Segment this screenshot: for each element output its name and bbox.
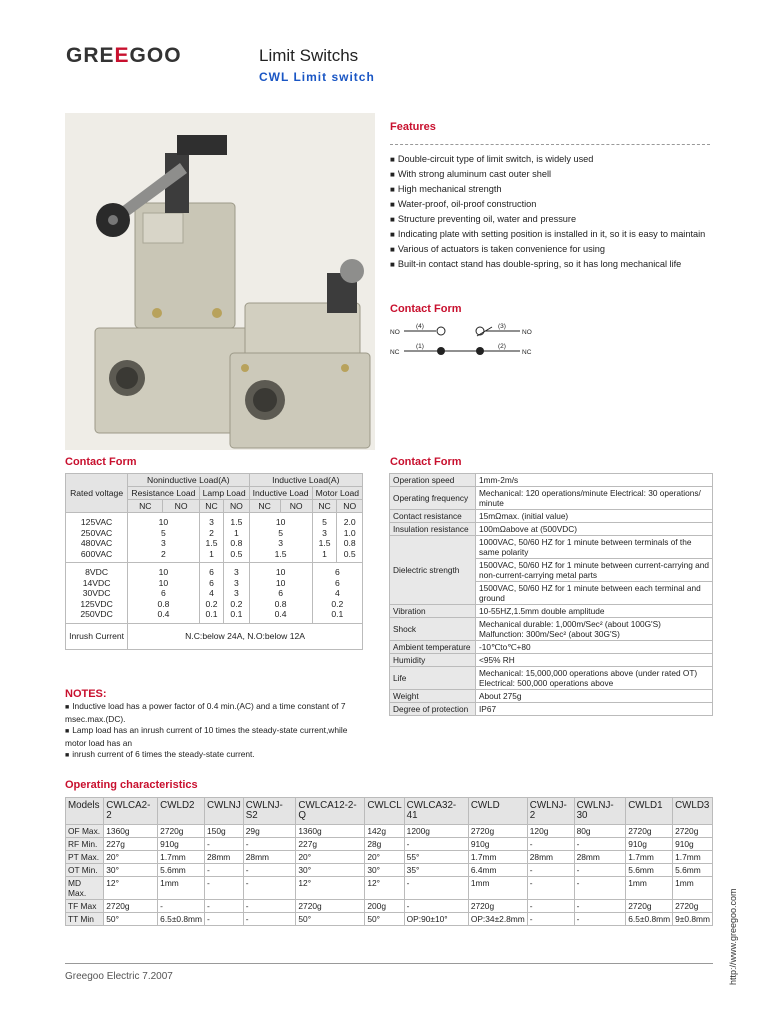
table-cell: 30°	[104, 864, 158, 877]
table-row: 250VDC 0.4 0.1 0.1 0.4 0.1	[66, 609, 363, 623]
table-row	[66, 851, 713, 864]
model-header: CWLD3	[673, 798, 713, 825]
table-cell: -	[205, 913, 244, 926]
table-cell: 910g	[626, 838, 673, 851]
table-cell: 20°	[104, 851, 158, 864]
table-cell: -	[574, 900, 626, 913]
model-header: CWLNJ-2	[527, 798, 574, 825]
table-cell: 35°	[404, 864, 468, 877]
inductive-header: Inductive Load(A)	[249, 474, 362, 487]
label-nc-right: NC	[522, 349, 532, 356]
table-cell: -	[205, 877, 244, 900]
table-cell: 227g	[296, 838, 365, 851]
feature-item: ■ Various of actuators is taken convenience for using	[390, 242, 712, 257]
table-row: 1500VAC, 50/60 HZ for 1 minute between current-carrying and non-current-carrying metal parts	[390, 559, 713, 582]
inrush-label: Inrush Current	[66, 623, 128, 649]
terminal-4: (4)	[416, 323, 424, 330]
col-header: NO	[224, 500, 249, 513]
terminal-2: (2)	[498, 343, 506, 350]
table-cell: 28mm	[574, 851, 626, 864]
sub-header: Resistance Load	[128, 487, 200, 500]
table-cell: 12°	[104, 877, 158, 900]
note-item: ■ inrush current of 6 times the steady-state current.	[65, 749, 365, 762]
spec-table	[389, 473, 713, 716]
table-cell: -	[404, 900, 468, 913]
contact-form-diagram	[390, 320, 540, 362]
table-cell: 28mm	[205, 851, 244, 864]
row-label: OT Min.	[66, 864, 104, 877]
row-label: OF Max.	[66, 825, 104, 838]
terminal-1: (1)	[416, 343, 424, 350]
operating-header-row	[66, 798, 713, 825]
row-label: PT Max.	[66, 851, 104, 864]
spec-table-title: Contact Form	[390, 456, 462, 468]
table-cell: 28mm	[527, 851, 574, 864]
table-cell: 28g	[365, 838, 404, 851]
table-row: Contact resistance 15mΩmax. (initial value)	[390, 510, 713, 523]
table-cell: 5.6mm	[626, 864, 673, 877]
table-cell: 1360g	[104, 825, 158, 838]
table-cell: -	[243, 864, 296, 877]
model-header: CWLD	[468, 798, 527, 825]
table-row: 30VDC 6 4 3 6 4	[66, 588, 363, 599]
table-row	[66, 900, 713, 913]
table-cell: 2720g	[626, 900, 673, 913]
table-cell: 6.5±0.8mm	[158, 913, 205, 926]
table-cell: 142g	[365, 825, 404, 838]
sub-header: Lamp Load	[199, 487, 249, 500]
table-cell: 2720g	[673, 900, 713, 913]
table-row: 8VDC 10 6 3 10 6	[66, 563, 363, 578]
table-cell: OP:34±2.8mm	[468, 913, 527, 926]
table-row: 480VAC 3 1.5 0.8 3 1.5 0.8	[66, 538, 363, 549]
table-row	[66, 877, 713, 900]
table-cell: 6.4mm	[468, 864, 527, 877]
brand-mark: E	[114, 44, 130, 67]
table-cell: 55°	[404, 851, 468, 864]
model-header: CWLNJ-S2	[243, 798, 296, 825]
table-cell: -	[205, 864, 244, 877]
table-cell: 1200g	[404, 825, 468, 838]
table-row	[66, 825, 713, 838]
table-cell: 1.7mm	[158, 851, 205, 864]
features-title: Features	[390, 121, 436, 133]
models-header: Models	[66, 798, 104, 825]
table-cell: 2720g	[626, 825, 673, 838]
load-table-title: Contact Form	[65, 456, 137, 468]
footer-text: Greegoo Electric 7.2007	[65, 971, 173, 982]
table-row: 600VAC 2 1 0.5 1.5 1 0.5	[66, 549, 363, 563]
model-header: CWLCA32-41	[404, 798, 468, 825]
table-cell: OP:90±10°	[404, 913, 468, 926]
table-row: Weight About 275g	[390, 690, 713, 703]
page-title: Limit Switchs	[259, 46, 359, 65]
table-cell: 5.6mm	[673, 864, 713, 877]
feature-item: ■ Structure preventing oil, water and pressure	[390, 212, 712, 227]
table-row: Insulation resistance 100mΩabove at (500VDC)	[390, 523, 713, 536]
table-cell: 1mm	[158, 877, 205, 900]
table-cell: 1.7mm	[626, 851, 673, 864]
feature-item: ■ Double-circuit type of limit switch, is widely used	[390, 152, 712, 167]
table-cell: 2720g	[468, 900, 527, 913]
model-header: CWLD2	[158, 798, 205, 825]
table-cell: 1.7mm	[468, 851, 527, 864]
feature-item: ■ High mechanical strength	[390, 182, 712, 197]
sub-header: Motor Load	[312, 487, 362, 500]
table-cell: -	[158, 900, 205, 913]
table-cell: -	[527, 913, 574, 926]
table-cell: 227g	[104, 838, 158, 851]
table-cell: 12°	[365, 877, 404, 900]
model-header: CWLD1	[626, 798, 673, 825]
operating-table	[65, 797, 713, 926]
product-photo	[65, 113, 375, 450]
table-cell: -	[404, 877, 468, 900]
features-list	[390, 152, 712, 272]
notes-list	[65, 701, 365, 762]
table-cell: 30°	[365, 864, 404, 877]
row-label: RF Min.	[66, 838, 104, 851]
table-cell: 12°	[296, 877, 365, 900]
label-no-right: NO	[522, 329, 532, 336]
table-row: Vibration 10-55HZ,1.5mm double amplitude	[390, 605, 713, 618]
table-cell: 80g	[574, 825, 626, 838]
col-header: NO	[280, 500, 312, 513]
page-subtitle: CWL Limit switch	[259, 70, 375, 84]
table-cell: 2720g	[158, 825, 205, 838]
table-cell: 1mm	[468, 877, 527, 900]
col-header: NC	[312, 500, 337, 513]
table-cell: 1.7mm	[673, 851, 713, 864]
terminal-3: (3)	[498, 323, 506, 330]
label-nc-left: NC	[390, 349, 400, 356]
table-cell: 910g	[673, 838, 713, 851]
table-cell: 50°	[104, 913, 158, 926]
table-row: Degree of protection IP67	[390, 703, 713, 716]
table-row: Operation speed 1mm-2m/s	[390, 474, 713, 487]
table-cell: 910g	[158, 838, 205, 851]
footer-divider	[65, 963, 713, 964]
table-cell: -	[205, 838, 244, 851]
feature-item: ■ With strong aluminum cast outer shell	[390, 167, 712, 182]
model-header: CWLCL	[365, 798, 404, 825]
table-cell: -	[243, 838, 296, 851]
contact-form-diagram-title: Contact Form	[390, 303, 462, 315]
row-label: TT Min	[66, 913, 104, 926]
table-row: Dielectric strength 1000VAC, 50/60 HZ for 1 minute between terminals of the same polarity	[390, 536, 713, 559]
table-cell: 20°	[296, 851, 365, 864]
table-row: Shock Mechanical durable: 1,000m/Sec² (about 100G'S) Malfunction: 300m/Sec² (about 30G'S)	[390, 618, 713, 641]
col-header: NC	[249, 500, 280, 513]
table-cell: -	[527, 864, 574, 877]
table-cell: -	[574, 838, 626, 851]
feature-item: ■ Water-proof, oil-proof construction	[390, 197, 712, 212]
table-cell: -	[574, 913, 626, 926]
table-cell: 6.5±0.8mm	[626, 913, 673, 926]
table-cell: 50°	[365, 913, 404, 926]
table-row	[66, 913, 713, 926]
table-cell: 120g	[527, 825, 574, 838]
table-row: Life Mechanical: 15,000,000 operations above (under rated OT) Electrical: 500,000 operations above	[390, 667, 713, 690]
table-cell: 910g	[468, 838, 527, 851]
table-cell: 9±0.8mm	[673, 913, 713, 926]
feature-item: ■ Built-in contact stand has double-spring, so it has long mechanical life	[390, 257, 712, 272]
brand-logo: GREEGOO	[66, 44, 182, 67]
table-row: 250VAC 5 2 1 5 3 1.0	[66, 528, 363, 539]
table-cell: 200g	[365, 900, 404, 913]
table-cell: -	[243, 913, 296, 926]
label-no-left: NO	[390, 329, 400, 336]
table-cell: 28mm	[243, 851, 296, 864]
table-row: 14VDC 10 6 3 10 6	[66, 578, 363, 589]
sub-header: Inductive Load	[249, 487, 312, 500]
table-cell: 5.6mm	[158, 864, 205, 877]
row-label: TF Max	[66, 900, 104, 913]
rated-voltage-header: Rated voltage	[66, 474, 128, 513]
notes-title: NOTES:	[65, 688, 107, 700]
table-cell: 1mm	[626, 877, 673, 900]
table-cell: -	[205, 900, 244, 913]
table-row	[66, 864, 713, 877]
table-row: 1500VAC, 50/60 HZ for 1 minute between each terminal and ground	[390, 582, 713, 605]
table-row: Ambient temperature -10℃to℃+80	[390, 641, 713, 654]
divider	[390, 144, 710, 145]
col-header: NO	[163, 500, 199, 513]
table-cell: -	[404, 838, 468, 851]
model-header: CWLNJ-30	[574, 798, 626, 825]
table-cell: 2720g	[104, 900, 158, 913]
note-item: ■ Lamp load has an inrush current of 10 times the steady-state current,while motor load has an	[65, 725, 365, 749]
table-cell: 2720g	[296, 900, 365, 913]
table-row: 125VAC 10 3 1.5 10 5 2.0	[66, 513, 363, 528]
table-row: 125VDC 0.8 0.2 0.2 0.8 0.2	[66, 599, 363, 610]
feature-item: ■ Indicating plate with setting position is installed in it, so it is easy to maintain	[390, 227, 712, 242]
table-row	[66, 838, 713, 851]
table-cell: -	[574, 864, 626, 877]
table-cell: 30°	[296, 864, 365, 877]
model-header: CWLCA2-2	[104, 798, 158, 825]
row-label: MD Max.	[66, 877, 104, 900]
table-cell: -	[527, 900, 574, 913]
table-cell: -	[527, 877, 574, 900]
table-cell: 50°	[296, 913, 365, 926]
table-cell: -	[243, 900, 296, 913]
operating-title: Operating characteristics	[65, 779, 198, 791]
table-cell: -	[574, 877, 626, 900]
table-cell: 150g	[205, 825, 244, 838]
table-cell: 2720g	[468, 825, 527, 838]
table-row: Humidity <95% RH	[390, 654, 713, 667]
model-header: CWLNJ	[205, 798, 244, 825]
table-cell: 29g	[243, 825, 296, 838]
note-item: ■ Inductive load has a power factor of 0.4 min.(AC) and a time constant of 7 msec.max.(DC).	[65, 701, 365, 725]
noninductive-header: Noninductive Load(A)	[128, 474, 249, 487]
table-cell: 1360g	[296, 825, 365, 838]
load-table	[65, 473, 363, 650]
model-header: CWLCA12-2-Q	[296, 798, 365, 825]
col-header: NO	[337, 500, 363, 513]
table-row-inrush	[66, 623, 363, 649]
col-header: NC	[128, 500, 163, 513]
table-cell: -	[243, 877, 296, 900]
table-cell: 2720g	[673, 825, 713, 838]
inrush-value: N.C:below 24A, N.O:below 12A	[128, 623, 363, 649]
table-row: Operating frequency Mechanical: 120 operations/minute Electrical: 30 operations/ minute	[390, 487, 713, 510]
table-cell: 20°	[365, 851, 404, 864]
website-url[interactable]: http://www.greegoo.com	[728, 888, 738, 985]
col-header: NC	[199, 500, 224, 513]
table-cell: -	[527, 838, 574, 851]
table-cell: 1mm	[673, 877, 713, 900]
